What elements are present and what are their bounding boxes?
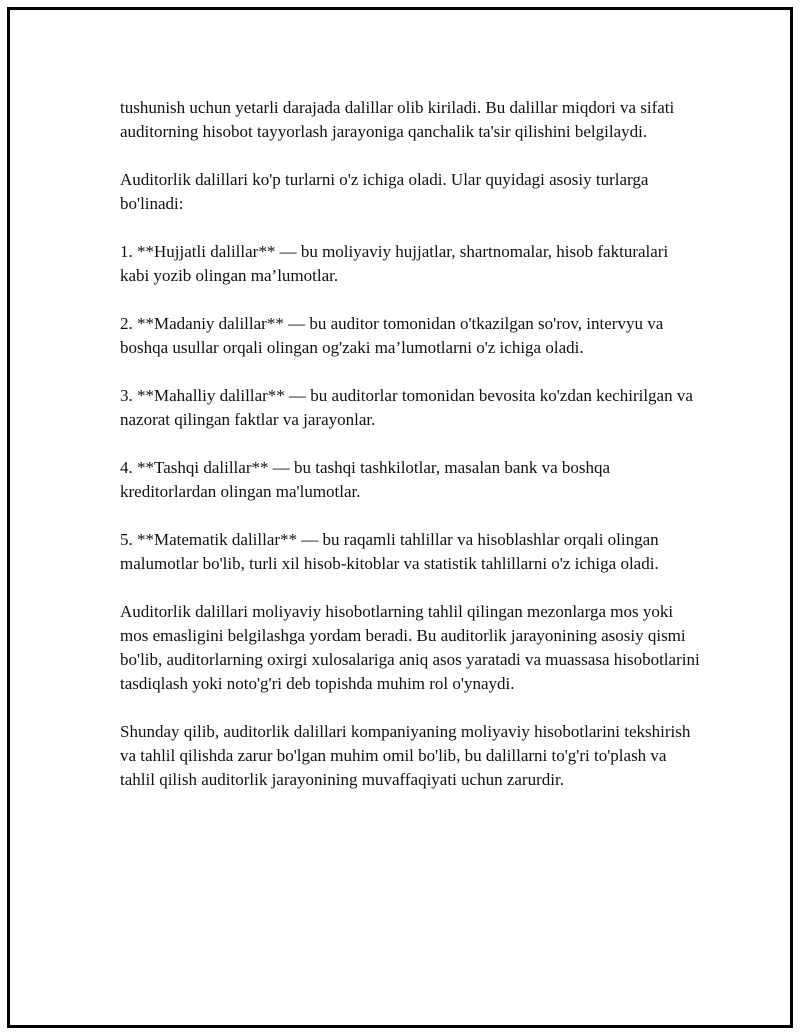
list-item-documentary-evidence: 1. **Hujjatli dalillar** — bu moliyaviy hujjatlar, shartnomalar, hisob fakturalari kabi yozib olingan ma’lumotlar. bbox=[120, 242, 669, 285]
document-body bbox=[120, 96, 700, 816]
paragraph-intro-continuation: tushunish uchun yetarli darajada dalillar olib kiriladi. Bu dalillar miqdori va sifati auditorning hisobot tayyorlash jarayoniga qanchalik ta'sir qilishini belgilaydi. bbox=[120, 98, 675, 141]
list-item-cultural-evidence: 2. **Madaniy dalillar** — bu auditor tomonidan o'tkazilgan so'rov, intervyu va boshqa usullar orqali olingan og'zaki ma’lumotlarni o'z ichiga oladi. bbox=[120, 314, 664, 357]
paragraph-conclusion: Shunday qilib, auditorlik dalillari kompaniyaning moliyaviy hisobotlarini tekshirish va tahlil qilishda zarur bo'lgan muhim omil bo'lib, bu dalillarni to'g'ri to'plash va tahlil qilish auditorlik jarayonining muvaffaqiyati uchun zarurdir. bbox=[120, 722, 691, 789]
paragraph-evidence-role: Auditorlik dalillari moliyaviy hisobotlarning tahlil qilingan mezonlarga mos yoki mos emasligini belgilashga yordam beradi. Bu auditorlik jarayonining asosiy qismi bo'lib, auditorlarning oxirgi xulosalariga aniq asos yaratadi va muassasa hisobotlarini tasdiqlash yoki noto'g'ri deb topishda muhim rol o'ynaydi. bbox=[120, 602, 700, 693]
paragraph-evidence-types-intro: Auditorlik dalillari ko'p turlarni o'z ichiga oladi. Ular quyidagi asosiy turlarga bo'linadi: bbox=[120, 170, 649, 213]
list-item-local-evidence: 3. **Mahalliy dalillar** — bu auditorlar tomonidan bevosita ko'zdan kechirilgan va nazorat qilingan faktlar va jarayonlar. bbox=[120, 386, 693, 429]
list-item-external-evidence: 4. **Tashqi dalillar** — bu tashqi tashkilotlar, masalan bank va boshqa kreditorlardan olingan ma'lumotlar. bbox=[120, 458, 611, 501]
list-item-mathematical-evidence: 5. **Matematik dalillar** — bu raqamli tahlillar va hisoblashlar orqali olingan malumotlar bo'lib, turli xil hisob-kitoblar va statistik tahlillarni o'z ichiga oladi. bbox=[120, 530, 659, 573]
document-page bbox=[7, 7, 793, 1028]
